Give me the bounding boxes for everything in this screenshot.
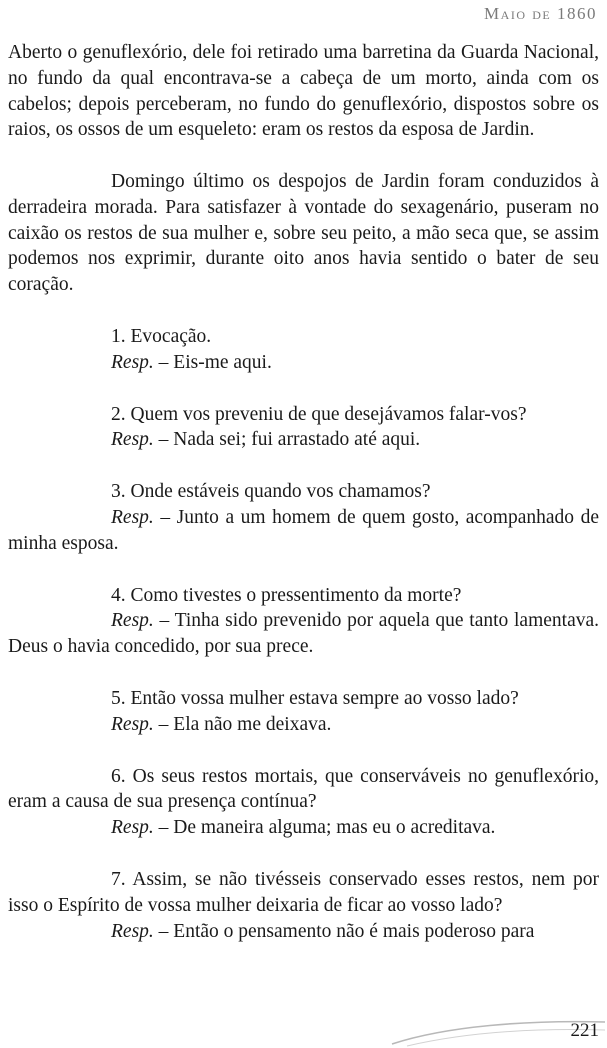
answer-7 [8,919,599,945]
qa-item-7 [8,867,599,944]
answer-1 [8,350,599,376]
qa-item-1 [8,324,599,376]
question-7: 7. Assim, se não tivésseis conservado esses restos, nem por isso o Espírito de vossa mulher deixaria de ficar ao vosso lado? [8,868,599,916]
qa-item-6 [8,764,599,841]
answer-text: – Então o pensamento não é mais poderoso para [158,920,535,942]
page-body [8,40,599,944]
qa-item-2 [8,402,599,454]
answer-text: – Junto a um homem de quem gosto, acompanhado de minha esposa. [8,506,599,554]
answer-text: – De maneira alguma; mas eu o acreditava. [158,817,496,839]
question-3: 3. Onde estáveis quando vos chamamos? [111,481,431,503]
page-number: 221 [570,1020,599,1041]
answer-text: – Nada sei; fui arrastado até aqui. [158,429,421,451]
answer-2 [8,427,599,453]
qa-item-4 [8,583,599,660]
resp-label: Resp. [111,506,154,528]
resp-label: Resp. [111,429,154,451]
answer-4 [8,608,599,660]
running-head: Maio de 1860 [484,4,597,23]
resp-label: Resp. [111,610,154,632]
answer-6 [8,815,599,841]
qa-item-5 [8,686,599,738]
answer-text: – Eis-me aqui. [158,351,272,373]
resp-label: Resp. [111,351,154,373]
paragraph-2: Domingo último os despojos de Jardin foram conduzidos à derradeira morada. Para satisfazer à vontade do sexagenário, puseram no caixão os restos de sua mulher e, sobre seu peito, a mão seca que, se assim podemos nos exprimir, durante oito anos havia sentido o bater de seu coração. [8,170,599,296]
question-6: 6. Os seus restos mortais, que conserváveis no genuflexório, eram a causa de sua presença contínua? [8,765,599,813]
answer-3 [8,505,599,557]
resp-label: Resp. [111,920,154,942]
answer-text: – Tinha sido prevenido por aquela que tanto lamentava. Deus o havia concedido, por sua prece. [8,610,600,658]
paragraph-1: Aberto o genuflexório, dele foi retirado uma barretina da Guarda Nacional, no fundo da qual encontrava-se a cabeça de um morto, ainda com os cabelos; depois perceberam, no fundo do genuflexório, dispostos sobre os raios, os ossos de um esqueleto: eram os restos da esposa de Jardin. [8,42,599,141]
answer-text: – Ela não me deixava. [158,713,332,735]
resp-label: Resp. [111,713,154,735]
resp-label: Resp. [111,817,154,839]
question-5: 5. Então vossa mulher estava sempre ao vosso lado? [111,687,519,709]
qa-item-3 [8,479,599,556]
question-4: 4. Como tivestes o pressentimento da morte? [111,584,462,606]
answer-5 [8,712,599,738]
question-1: 1. Evocação. [111,325,212,347]
question-2: 2. Quem vos preveniu de que desejávamos falar-vos? [111,403,527,425]
